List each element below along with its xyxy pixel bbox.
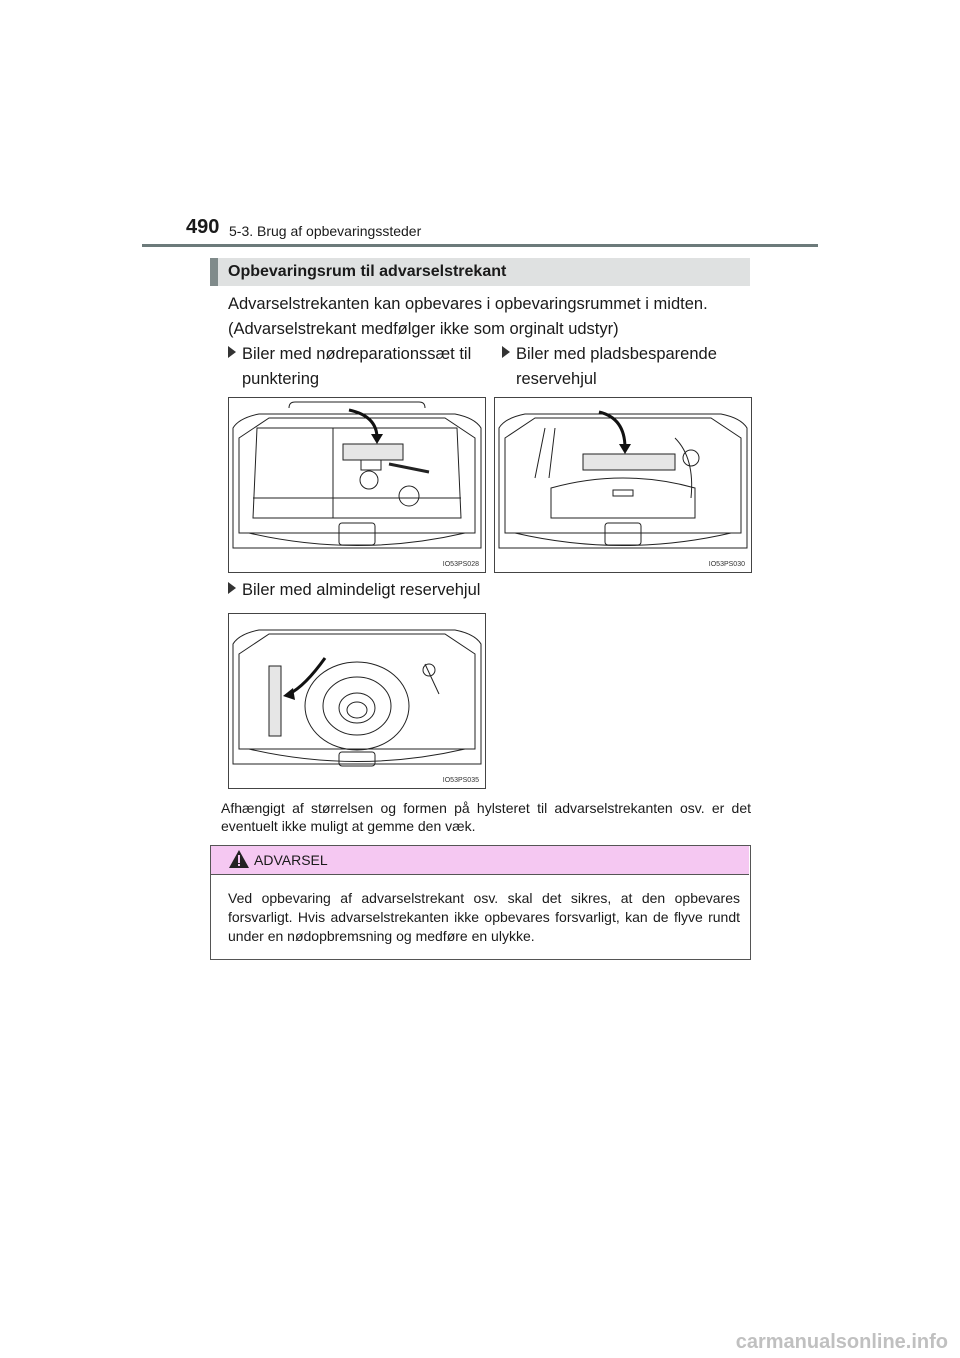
figure-code: IO53PS035 [442,777,479,784]
figure-2-caption: Biler med pladsbesparende reservehjul [502,342,752,392]
figure-trunk-repair-kit [228,397,486,573]
intro-line-1: Advarselstrekanten kan opbevares i opbevaringsrummet i midten. [228,295,708,313]
figure-code: IO53PS028 [442,561,479,568]
warning-triangle-icon [228,849,250,869]
intro-line-2: (Advarselstrekant medfølger ikke som orginalt udstyr) [228,320,619,338]
section-title: Opbevaringsrum til advarselstrekant [228,263,507,280]
section-heading-accent [210,258,218,286]
figure-trunk-full-spare [228,613,486,789]
trunk-illustration-repair-kit [229,398,485,572]
trunk-illustration-full-spare [229,614,485,788]
figure-3-caption: Biler med almindeligt reservehjul [228,578,528,603]
figure-code: IO53PS030 [708,561,745,568]
storage-note: Afhængigt af størrelsen og formen på hylsteret til advarselstrekanten osv. er det eventuelt ikke muligt at gemme den væk. [221,800,751,834]
figure-trunk-compact-spare [494,397,752,573]
warning-text: Ved opbevaring af advarselstrekant osv. skal det sikres, at den opbevares forsvarligt. Hvis advarselstrekanten ikke opbevares forsvarligt, kan de flyve rundt under en nødopbremsning og medføre en ulykke. [228,890,740,944]
figure-1-caption: Biler med nødreparationssæt til punktering [228,342,483,392]
trunk-illustration-compact-spare [495,398,751,572]
bullet-triangle-icon [228,582,236,594]
header-divider [142,244,818,247]
bullet-triangle-icon [228,346,236,358]
chapter-title: 5-3. Brug af opbevaringssteder [229,223,422,239]
warning-title: ADVARSEL [254,852,328,868]
bullet-triangle-icon [502,346,510,358]
page-number: 490 [186,216,220,238]
footer-watermark: carmanualsonline.info [735,1331,948,1353]
section-intro [228,292,758,342]
